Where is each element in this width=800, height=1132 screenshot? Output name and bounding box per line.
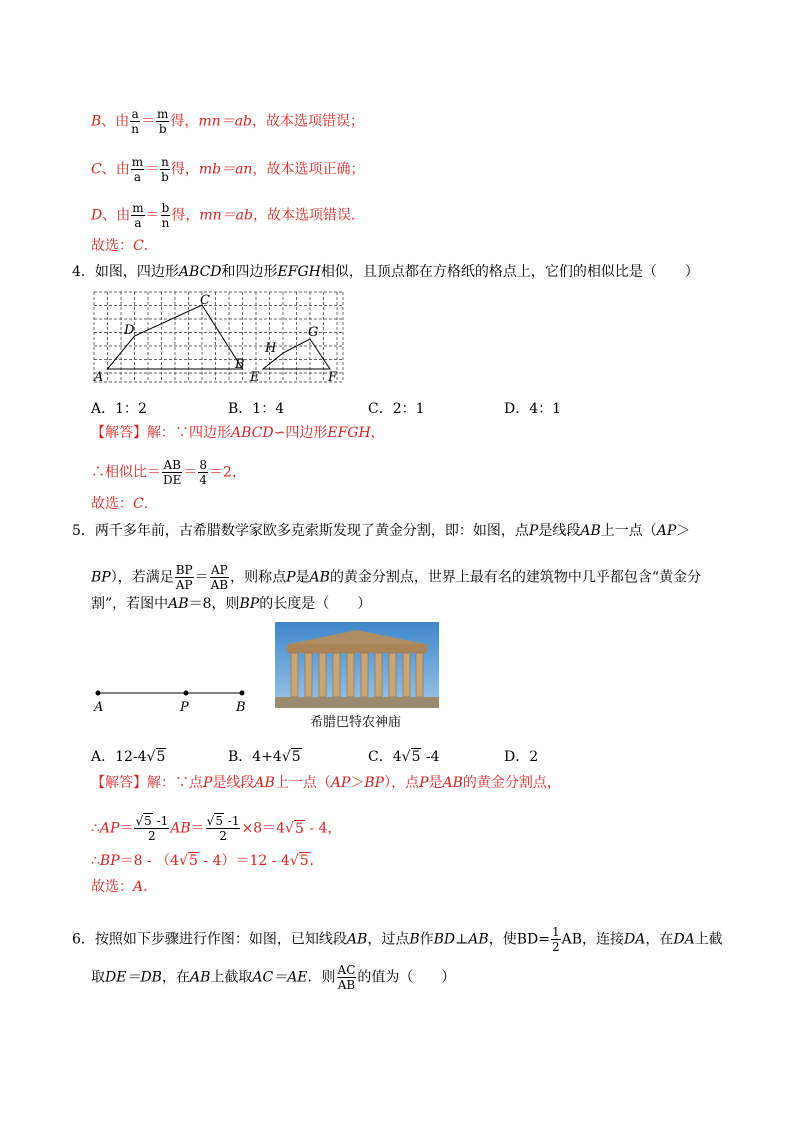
- sqrt-symbol: √: [146, 749, 156, 765]
- q3-solution-b: B、由 $\frac{a}{n}$ ＝ $\frac{m}{b}$ 得，mn＝ab，故本选项错误；: [91, 107, 365, 136]
- fraction: $\frac{m}{b}$: [157, 107, 169, 136]
- fraction: $\frac{√5 -1}{2}$: [206, 814, 240, 843]
- label-e: E: [250, 370, 260, 385]
- sqrt-symbol: √: [281, 749, 291, 765]
- q3-solution-c: C、由 $\frac{m}{a}$ ＝ $\frac{n}{b}$ 得，mb＝an，故本选项正确；: [91, 155, 365, 184]
- q4-option-c[interactable]: C．2：1: [368, 401, 425, 417]
- q5-solution-1: 【解答】解：∵点P是线段AB上一点（AP＞BP），点P是AB的黄金分割点，: [91, 775, 561, 791]
- q6-stem-2: 取DE＝DB，在AB上截取AC＝AE．则 $\frac{AC}{AB}$ 的值为（ ）: [91, 963, 456, 992]
- seg-label-b: B: [236, 700, 246, 713]
- q3-answer: 故选：C．: [91, 238, 158, 254]
- q5-segment-figure: [90, 683, 260, 713]
- label-f: F: [328, 370, 338, 385]
- q5-option-b[interactable]: B．4+4√5: [228, 749, 301, 765]
- q4-solution: 【解答】解：∵四边形ABCD∽四边形EFGH，: [91, 425, 385, 441]
- label-b: B: [235, 357, 245, 372]
- fraction: $\frac{AC}{AB}$: [337, 963, 356, 992]
- photo-caption: 希腊巴特农神庙: [310, 715, 402, 730]
- q4-ratio: ∴相似比＝ $\frac{AB}{DE}$ ＝ $\frac{8}{4}$ ＝2，: [91, 458, 246, 487]
- seg-label-a: A: [94, 700, 104, 713]
- label-h: H: [265, 341, 277, 356]
- label-a: A: [94, 370, 104, 385]
- q5-option-d[interactable]: D．2: [504, 749, 539, 765]
- q3-solution-d: D、由 $\frac{m}{a}$ ＝ $\frac{b}{n}$ 得，mn＝ab，故本选项错误．: [91, 201, 365, 230]
- label-d: D: [124, 323, 135, 338]
- q4-answer: 故选：C．: [91, 496, 158, 512]
- q5-stem-2: BP），若满足 $\frac{BP}{AP}$ ＝ $\frac{AP}{AB}$ ，则称点P是AB的黄金分割点，世界上最有名的建筑物中几乎都包含“黄金分: [91, 563, 702, 592]
- fraction: $\frac{b}{n}$: [161, 201, 170, 230]
- q5-stem-1: 5．两千多年前，古希腊数学家欧多克索斯发现了黄金分割，即：如图，点P是线段AB上一点（AP＞: [72, 523, 691, 539]
- q5-option-a[interactable]: A．12-4√5: [91, 749, 166, 765]
- label-g: G: [308, 325, 319, 340]
- q6-stem-1: 6．按照如下步骤进行作图：如图，已知线段AB，过点B作BD⊥AB，使BD= $\frac{1}{2}$ AB，连接DA，在DA上截: [72, 925, 723, 954]
- q5-stem-3: 割”，若图中AB＝8，则BP的长度是（ ）: [91, 596, 372, 612]
- fraction: $\frac{m}{a}$: [132, 201, 144, 230]
- q4-option-b[interactable]: B．1：4: [228, 401, 285, 417]
- fraction: $\frac{1}{2}$: [551, 925, 560, 954]
- fraction: $\frac{√5 -1}{2}$: [135, 814, 169, 843]
- seg-label-p: P: [180, 700, 189, 713]
- fraction: $\frac{a}{n}$: [131, 107, 140, 136]
- label-c: C: [200, 293, 210, 308]
- fraction: $\frac{8}{4}$: [199, 458, 208, 487]
- fraction: $\frac{BP}{AP}$: [175, 563, 193, 592]
- q4-option-d[interactable]: D．4：1: [504, 401, 562, 417]
- q5-solution-2: ∴AP＝ $\frac{√5 -1}{2}$ AB＝ $\frac{√5 -1}{2}$ ×8＝4√5 - 4，: [91, 814, 342, 843]
- parthenon-photo: [275, 622, 439, 708]
- q4-figure: [88, 288, 348, 386]
- fraction: $\frac{AP}{AB}$: [210, 563, 229, 592]
- q5-option-c[interactable]: C．4√5 -4: [368, 749, 440, 765]
- q4-stem: 4．如图，四边形ABCD和四边形EFGH相似，且顶点都在方格纸的格点上，它们的相似比是（ ）: [72, 264, 699, 280]
- q5-solution-3: ∴BP＝8 - （4√5 - 4）＝12 - 4√5．: [91, 853, 324, 869]
- q4-option-a[interactable]: A．1：2: [91, 401, 147, 417]
- sqrt-symbol: √: [401, 749, 411, 765]
- q5-answer: 故选：A．: [91, 879, 158, 895]
- fraction: $\frac{AB}{DE}$: [163, 458, 182, 487]
- fraction: $\frac{n}{b}$: [161, 155, 169, 184]
- fraction: $\frac{m}{a}$: [131, 155, 144, 184]
